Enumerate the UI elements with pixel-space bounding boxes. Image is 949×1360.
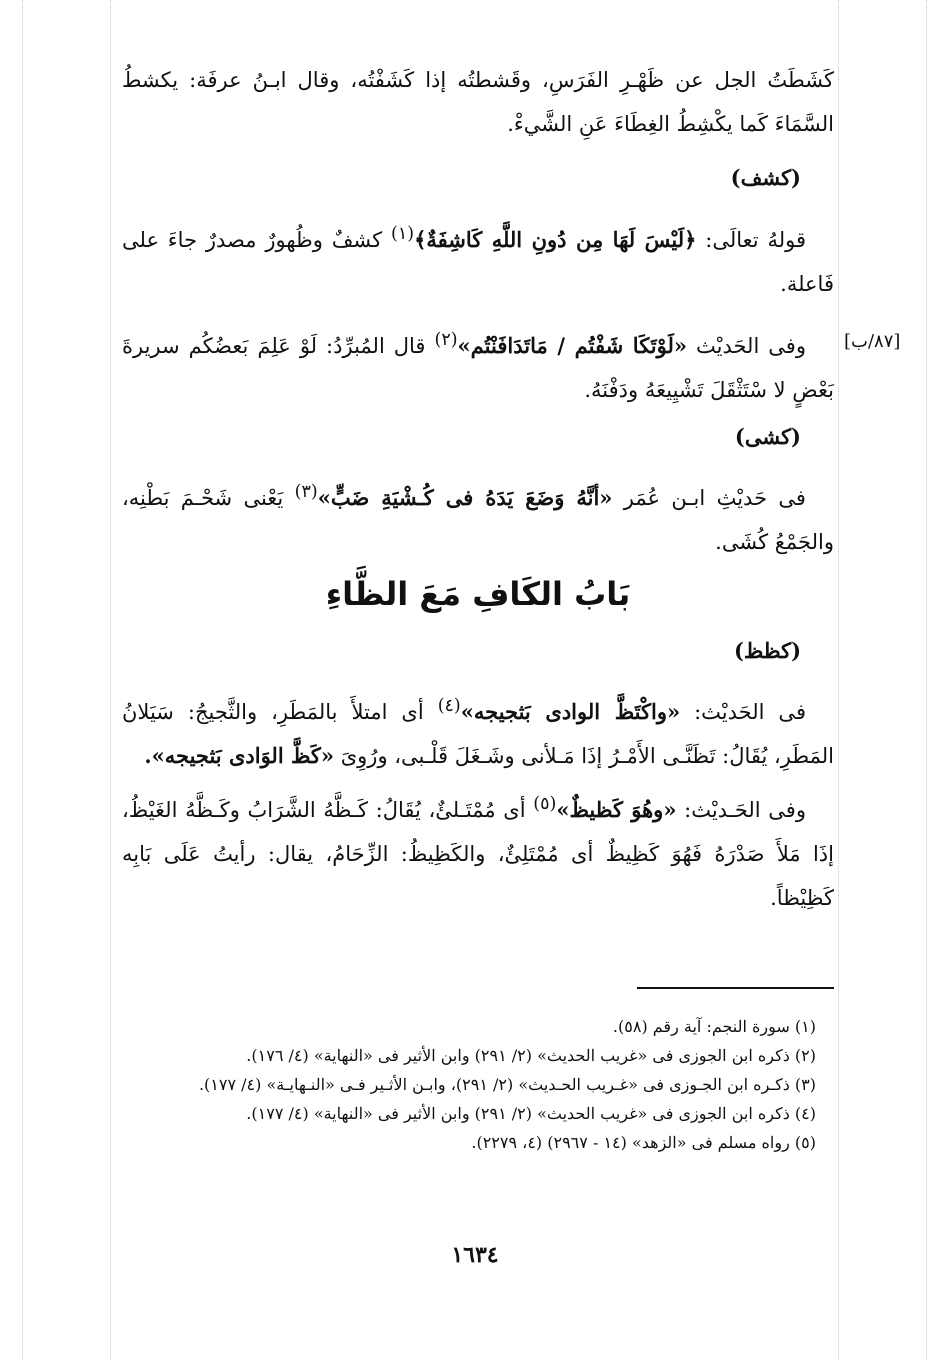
kazaz-p2-quote: «وهُوَ كَظيظٌ» <box>556 797 677 822</box>
footnote-3: (٣) ذكـره ابن الجـوزى فى «غـريب الحـديث» (٢/ ٢٩١)، وابـن الأثـير فـى «النـهايـة» (٤/ ١٧٧). <box>198 1075 816 1094</box>
footnote-separator <box>637 987 834 989</box>
kashy-intro: فى حَديْثِ ابـن عُمَر <box>623 486 806 510</box>
kashf-intro: قولهُ تعالَى: <box>705 228 806 252</box>
top-paragraph-line2: السَّمَاءَ كَما يكْشِطُ الغِطَاءَ عَنِ الشَّيءْ. <box>507 112 834 136</box>
kashy-text <box>122 470 834 564</box>
entry-heading-kashf: (كشف) <box>730 165 801 190</box>
kazaz-p1-intro: فى الحَديْث: <box>694 700 806 724</box>
kazaz-p1-explanation: أى امتلأَ بالمَطَرِ، والثَّجيجُ: سَيَلانُ المَطَرِ، يُقَالُ: تَظَنَّـى الأَمْـرُ إذَا مَـلأنى وشَـغَلَ قَلْـبى، ورُوِىَ <box>122 700 834 768</box>
footnote-4: (٤) ذكره ابن الجوزى فى «غريب الحديث» (٢/ ٢٩١) وابن الأثير فى «النهاية» (٤/ ١٧٧). <box>246 1104 816 1123</box>
chapter-title: بَابُ الكَافِ مَعَ الظَّاءِ <box>325 575 631 613</box>
kazaz-paragraph-1 <box>122 684 834 778</box>
scan-guide-line <box>838 0 839 1360</box>
entry-heading-kazaz: (كظظ) <box>733 638 801 663</box>
kashf-paragraph <box>122 212 834 306</box>
hadith-paragraph <box>122 318 834 412</box>
hadith-explanation: قال المُبرِّدُ: لَوْ عَلِمَ بَعضُكُم سريرةَ بَعْضٍ لا سْتَثْقَلَ تَشْيِيعَهُ ودَفْنَهُ. <box>122 334 834 402</box>
kashy-explanation: يَعْنى شَحْـمَ بَطْنِه، والجَمْعُ كُشَى. <box>122 486 834 554</box>
kazaz-p2-explanation: أى مُمْتَـلئٌ، يُقَالُ: كَـظَّهُ الشَّرَابُ وكَـظَّهُ الغَيْظُ، إذَا مَلأَ صَدْرَهُ فَهُوَ كَظِيظٌ أى مُمْتَلِئٌ، والكَظِيظُ: الزِّحَامُ، يقال: رأيتُ عَلَى بَابِه كَظِيْظاً. <box>122 798 834 910</box>
hadith-intro: وفى الحَديْث <box>696 334 806 358</box>
kazaz-p2-intro: وفى الحَـديْث: <box>684 798 806 822</box>
kazaz-p1-quote2: «كَظَّ الوَادى بَثجيجه». <box>144 743 335 768</box>
footnote-ref-5: (٥) <box>533 794 557 814</box>
footnote-ref-1: (١) <box>391 224 415 244</box>
top-paragraph-line1: كَشَطَتُ الجل عن ظَهْـرِ الفَرَسِ، وقَشطتُه إذا كَشَفْتُه، وقال ابـنُ عرفَة: يكشطُ <box>122 68 834 92</box>
scan-guide-line <box>110 0 111 1360</box>
scan-guide-line <box>926 0 927 1360</box>
scan-guide-line <box>22 0 23 1360</box>
footnote-1: (١) سورة النجم: آية رقم (٥٨). <box>612 1017 816 1036</box>
kashy-quote: «أنَّهُ وَضَعَ يَدَهُ فى كُـشْيَةِ ضَبٍّ» <box>317 485 613 510</box>
kashf-explanation: كشفٌ وظُهورٌ مصدرٌ جاءَ على فَاعلة. <box>122 228 834 296</box>
footnote-ref-3: (٣) <box>294 482 318 502</box>
kashy-paragraph <box>122 470 834 564</box>
kashf-quran-quote: ﴿لَيْسَ لَهَا مِن دُونِ اللَّهِ كَاشِفَةٌ﴾ <box>414 227 697 252</box>
page-number: ١٦٣٤ <box>451 1242 499 1268</box>
top-paragraph <box>122 58 834 146</box>
footnote-5: (٥) رواه مسلم فى «الزهد» (١٤ - ٢٩٦٧) (٤، ٢٢٧٩). <box>471 1133 816 1152</box>
hadith-text <box>122 318 834 412</box>
kashf-text <box>122 212 834 306</box>
footnote-ref-4: (٤) <box>437 696 461 716</box>
kazaz-p1-quote: «واكْتَظَّ الوادى بَثجيجه» <box>460 699 681 724</box>
hadith-quote: «لَوْتَكَا شَفْتُم / مَاتَدَافَنْتُم» <box>457 333 688 358</box>
footnotes <box>138 1012 816 1157</box>
entry-heading-kashy: (كشى) <box>734 424 801 449</box>
footnote-2: (٢) ذكره ابن الجوزى فى «غريب الحديث» (٢/ ٢٩١) وابن الأثير فى «النهاية» (٤/ ١٧٦). <box>246 1046 816 1065</box>
footnote-ref-2: (٢) <box>434 330 458 350</box>
margin-folio-note: [٨٧/ب] <box>844 331 901 352</box>
kazaz-paragraphs <box>122 684 834 920</box>
kazaz-paragraph-2 <box>122 782 834 920</box>
